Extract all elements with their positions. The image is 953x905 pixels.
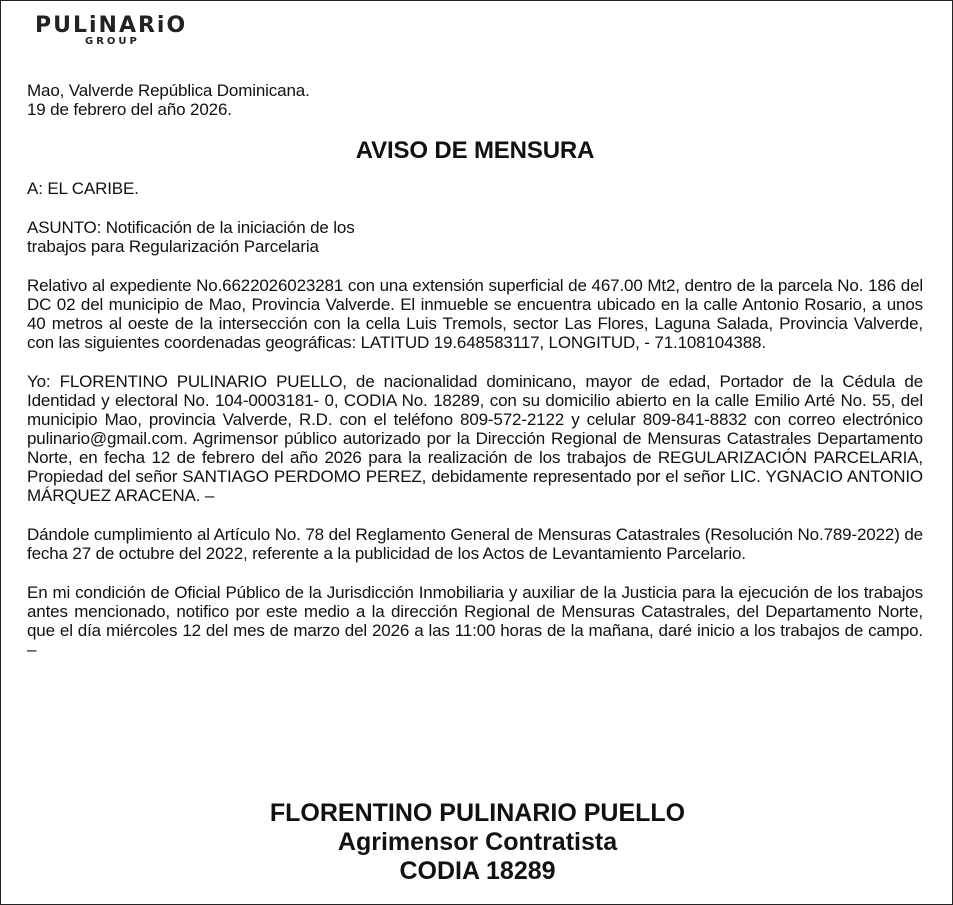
paragraph-notification: En mi condición de Oficial Público de la Jurisdicción Inmobiliaria y auxiliar de la Justicia para la ejecución de los trabajos antes mencionado, notifico por este medio a la dirección Regional de Mensuras Catastrales, del Departamento Norte, que el día miércoles 12 del mes de marzo del 2026 a las 11:00 horas de la mañana, daré inicio a los trabajos de campo. – bbox=[27, 583, 923, 659]
notice-body bbox=[27, 81, 923, 679]
place-line: Mao, Valverde República Dominicana. bbox=[27, 81, 310, 100]
paragraph-surveyor: Yo: FLORENTINO PULINARIO PUELLO, de nacionalidad dominicano, mayor de edad, Portador de la Cédula de Identidad y electoral No. 104-0003181- 0, CODIA No. 18289, con su domicilio abierto en la calle Emilio Arté No. 55, del municipio Mao, provincia Valverde, R.D. con el teléfono 809-572-2122 y celular 809-841-8832 con correo electrónico pulinario@gmail.com. Agrimensor público autorizado por la Dirección Regional de Mensuras Catastrales Departamento Norte, en fecha 12 de febrero del año 2026 para la realización de los trabajos de REGULARIZACIÓN PARCELARIA, Propiedad del señor SANTIAGO PERDOMO PEREZ, debidamente representado por el señor LIC. YGNACIO ANTONIO MÁRQUEZ ARACENA. – bbox=[27, 372, 923, 505]
subject-block bbox=[27, 218, 923, 256]
signature-codia: CODIA 18289 bbox=[399, 857, 556, 885]
date-line: 19 de febrero del año 2026. bbox=[27, 100, 232, 119]
paragraph-regulation: Dándole cumplimiento al Artículo No. 78 del Reglamento General de Mensuras Catastrales (Resolución No.789-2022) de fecha 27 de octubre del 2022, referente a la publicidad de los Actos de Levantamiento Parcelario. bbox=[27, 525, 923, 563]
recipient-line: A: EL CARIBE. bbox=[27, 179, 139, 198]
logo-wordmark: PULiNARiO bbox=[35, 13, 188, 38]
paragraph-expediente: Relativo al expediente No.6622026023281 con una extensión superficial de 467.00 Mt2, dentro de la parcela No. 186 del DC 02 del municipio de Mao, Provincia Valverde. El inmueble se encuentra ubicado en la calle Antonio Rosario, a unos 40 metros al oeste de la intersección con la cella Luis Tremols, sector Las Flores, Laguna Salada, Provincia Valverde, con las siguientes coordenadas geográficas: LATITUD 19.648583117, LONGITUD, - 71.108104388. bbox=[27, 276, 923, 352]
subject-line-2: trabajos para Regularización Parcelaria bbox=[27, 237, 319, 256]
company-logo bbox=[35, 15, 215, 47]
notice-title: AVISO DE MENSURA bbox=[355, 137, 595, 164]
signature-block bbox=[1, 799, 953, 886]
logo-subtitle: GROUP bbox=[85, 36, 140, 47]
subject-line-1: ASUNTO: Notificación de la iniciación de los bbox=[27, 218, 355, 237]
signature-name: FLORENTINO PULINARIO PUELLO bbox=[269, 799, 686, 827]
signature-role: Agrimensor Contratista bbox=[337, 828, 618, 856]
